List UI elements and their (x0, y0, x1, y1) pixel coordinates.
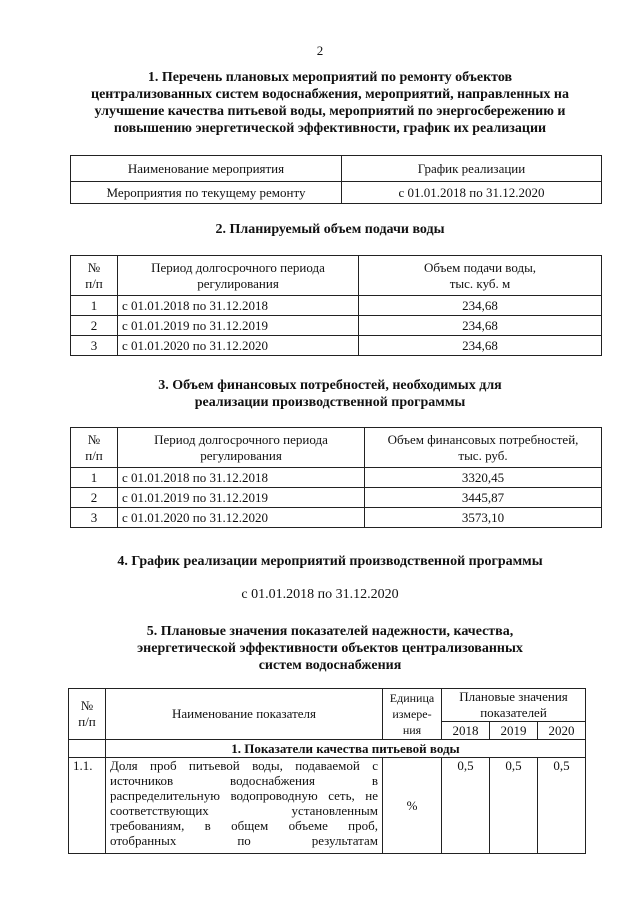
table-header (71, 428, 118, 468)
table-header (442, 689, 586, 722)
table-row (71, 336, 602, 356)
section3-title (60, 377, 600, 411)
name-line: отобранных по результатам (110, 833, 378, 848)
table-cell: % (383, 758, 442, 854)
header-line: № (80, 698, 94, 713)
section5-table (68, 688, 586, 854)
table-row (71, 508, 602, 528)
table-header (69, 689, 106, 740)
table-cell: 3573,10 (365, 508, 602, 528)
table-cell: с 01.01.2018 по 31.12.2018 (118, 468, 365, 488)
table-cell: 234,68 (359, 336, 602, 356)
indicator-name (106, 758, 383, 854)
table-cell: 234,68 (359, 316, 602, 336)
table-row (71, 316, 602, 336)
name-line: Доля проб питьевой воды, подаваемой с (110, 758, 378, 773)
name-line: распределительную водопроводную сеть, не (110, 788, 378, 803)
table-cell: с 01.01.2018 по 31.12.2018 (118, 296, 359, 316)
table-cell: 3 (71, 508, 118, 528)
section5-title-line: энергетической эффективности объектов централизованных (137, 641, 523, 656)
year-header: 2018 (442, 722, 490, 740)
table-cell: 2 (71, 488, 118, 508)
header-line: Период долгосрочного периода (154, 431, 328, 447)
header-line: п/п (78, 714, 96, 729)
table-cell: 1.1. (69, 758, 106, 854)
table-cell: с 01.01.2019 по 31.12.2019 (118, 316, 359, 336)
table-header (359, 256, 602, 296)
section2-title: 2. Планируемый объем подачи воды (215, 222, 445, 237)
section5-title (60, 623, 600, 674)
section2-table (70, 255, 602, 356)
table-cell: Мероприятия по текущему ремонту (71, 182, 342, 204)
table-header: Наименование показателя (106, 689, 383, 740)
header-line: показателей (480, 705, 547, 720)
header-line: тыс. руб. (458, 447, 508, 463)
subsection-header: 1. Показатели качества питьевой воды (106, 740, 586, 758)
table-header: График реализации (342, 156, 602, 182)
table-cell: 3320,45 (365, 468, 602, 488)
section1-table (70, 155, 602, 204)
header-line: Объем финансовых потребностей, (387, 431, 579, 447)
header-line: измере- (392, 707, 432, 721)
header-line: № (87, 431, 101, 447)
header-line: Период долгосрочного периода (151, 259, 325, 275)
table-cell: 1 (71, 296, 118, 316)
table-cell: 234,68 (359, 296, 602, 316)
table-row (71, 488, 602, 508)
header-line: ния (402, 723, 422, 737)
table-cell (69, 740, 106, 758)
name-line: требованиям, в общем объеме проб, (110, 818, 378, 833)
header-line: № (87, 259, 101, 275)
section1-title-line: 1. Перечень плановых мероприятий по ремонту объектов (147, 70, 513, 85)
table-header (118, 256, 359, 296)
table-row (71, 296, 602, 316)
table-header (118, 428, 365, 468)
year-header: 2019 (489, 722, 537, 740)
table-cell: 0,5 (489, 758, 537, 854)
table-cell: 0,5 (537, 758, 585, 854)
section1-title-line: улучшение качества питьевой воды, мероприятий по энергосбережению и (94, 104, 566, 119)
header-line: п/п (85, 447, 103, 463)
table-header (365, 428, 602, 468)
header-line: регулирования (200, 447, 282, 463)
year-header: 2020 (537, 722, 585, 740)
table-header: Наименование мероприятия (71, 156, 342, 182)
table-row (69, 758, 586, 854)
section5-title-line: 5. Плановые значения показателей надежности, качества, (146, 624, 514, 639)
header-line: Единица (389, 691, 435, 705)
name-line: соответствующих установленным (110, 803, 378, 818)
table-cell: с 01.01.2018 по 31.12.2020 (342, 182, 602, 204)
section1-title (60, 69, 600, 137)
table-header (71, 256, 118, 296)
table-cell: 3 (71, 336, 118, 356)
name-line: источников водоснабжения в (110, 773, 378, 788)
section1-title-line: повышению энергетической эффективности, график их реализации (113, 121, 547, 136)
table-cell: с 01.01.2020 по 31.12.2020 (118, 336, 359, 356)
section1-title-line: централизованных систем водоснабжения, мероприятий, направленных на (91, 87, 569, 102)
header-line: Плановые значения (459, 689, 568, 704)
table-header (383, 689, 442, 740)
header-line: тыс. куб. м (449, 275, 511, 291)
header-line: Объем подачи воды, (423, 259, 537, 275)
section4-title: 4. График реализации мероприятий производственной программы (117, 554, 543, 569)
table-cell: с 01.01.2019 по 31.12.2019 (118, 488, 365, 508)
section5-title-line: систем водоснабжения (258, 658, 402, 673)
table-row (71, 468, 602, 488)
table-cell: 0,5 (442, 758, 490, 854)
section3-title-line: реализации производственной программы (194, 395, 466, 410)
section3-title-line: 3. Объем финансовых потребностей, необходимых для (158, 378, 502, 393)
table-cell: 3445,87 (365, 488, 602, 508)
table-cell: 1 (71, 468, 118, 488)
header-line: п/п (85, 275, 103, 291)
section3-table (70, 427, 602, 528)
header-line: регулирования (197, 275, 279, 291)
page-number: 2 (316, 43, 324, 58)
table-cell: 2 (71, 316, 118, 336)
section4-period: с 01.01.2018 по 31.12.2020 (241, 587, 399, 602)
table-cell: с 01.01.2020 по 31.12.2020 (118, 508, 365, 528)
